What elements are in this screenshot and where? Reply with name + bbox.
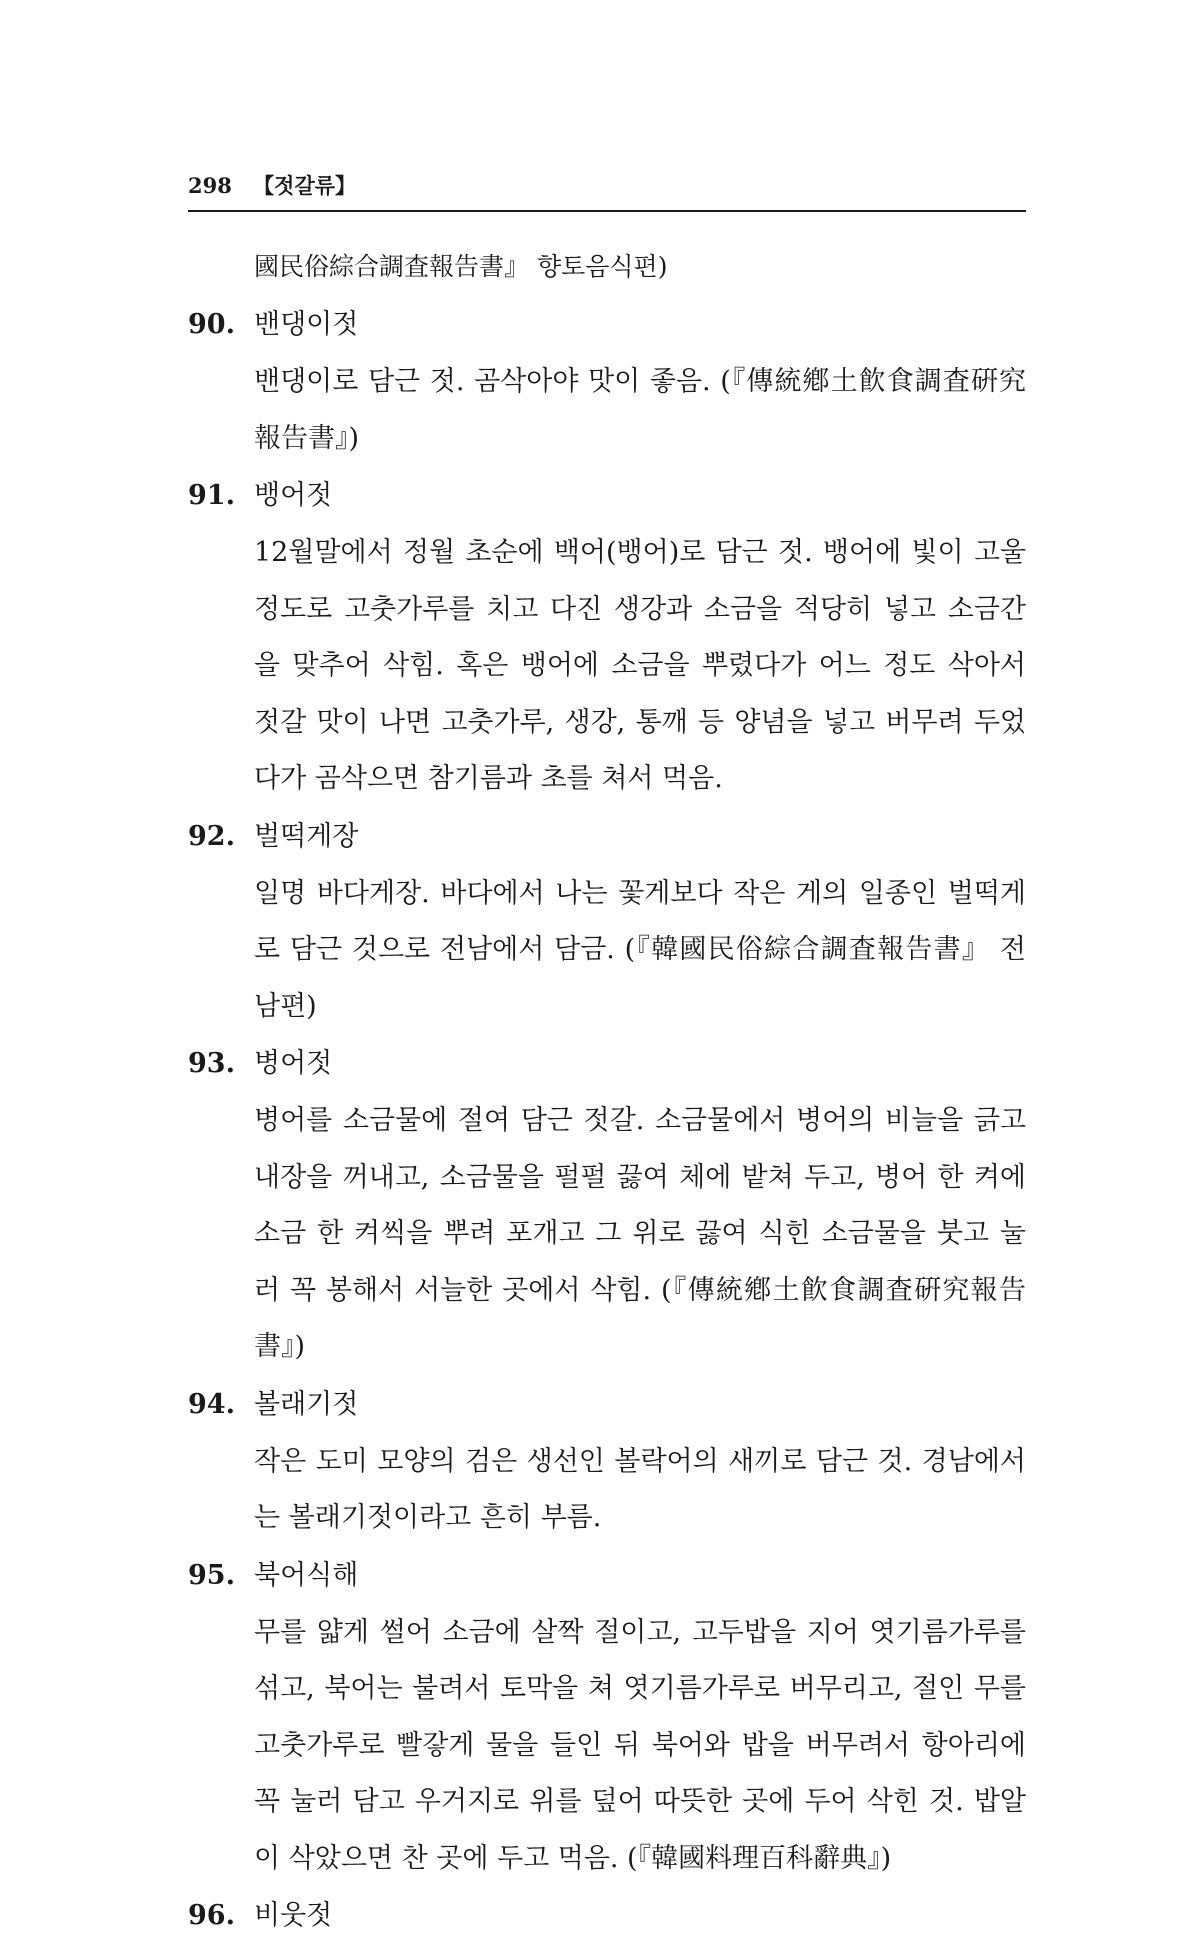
page-header bbox=[188, 170, 1026, 212]
entry-92 bbox=[188, 808, 1026, 1036]
entry-title: 비웃젓 bbox=[254, 1900, 333, 1931]
entry-number: 90. bbox=[188, 309, 235, 340]
entry-96 bbox=[188, 1887, 1026, 1945]
entry-91 bbox=[188, 467, 1026, 808]
entry-body: 12월말에서 정월 초순에 백어(뱅어)로 담근 젓. 뱅어에 빛이 고울 정도로 고춧가루를 치고 다진 생강과 소금을 적당히 넣고 소금간을 맞추어 삭힘. 혹은 뱅어에 소금을 뿌렸다가 어느 정도 삭아서 젓갈 맛이 나면 고춧가루, 생강, 통깨 등 양념을 넣고 버무려 두었다가 곰삭으면 참기름과 초를 쳐서 먹음. bbox=[254, 537, 1026, 794]
page-content bbox=[188, 238, 1026, 1945]
entry-number: 91. bbox=[188, 480, 235, 511]
entry-number: 95. bbox=[188, 1559, 235, 1591]
entry-title: 뱅어젓 bbox=[254, 480, 333, 511]
page-number: 298 bbox=[188, 173, 232, 198]
entry-title: 볼래기젓 bbox=[254, 1388, 359, 1420]
entry-number: 94. bbox=[188, 1388, 235, 1420]
section-title: 【젓갈류】 bbox=[253, 173, 357, 198]
entry-95 bbox=[188, 1547, 1026, 1888]
entry-body: 병어를 소금물에 절여 담근 젓갈. 소금물에서 병어의 비늘을 긁고 내장을 꺼내고, 소금물을 펄펄 끓여 체에 밭쳐 두고, 병어 한 켜에 소금 한 켜씩을 뿌려 포개고 그 위로 끓여 식힌 소금물을 붓고 눌러 꼭 봉해서 서늘한 곳에서 삭힘. (『傳統鄕土飮食調査硏究報告書』) bbox=[254, 1105, 1026, 1362]
entry-body: 일명 바다게장. 바다에서 나는 꽃게보다 작은 게의 일종인 벌떡게로 담근 것으로 전남에서 담금. (『韓國民俗綜合調査報告書』 전남편) bbox=[254, 877, 1026, 1022]
entry-90 bbox=[188, 296, 1026, 467]
entry-title: 벌떡게장 bbox=[254, 820, 359, 852]
entry-body: 무를 얇게 썰어 소금에 살짝 절이고, 고두밥을 지어 엿기름가루를 섞고, 북어는 불려서 토막을 쳐 엿기름가루로 버무리고, 절인 무를 고춧가루로 빨갛게 물을 들인 뒤 북어와 밥을 버무려서 항아리에 꼭 눌러 담고 우거지로 위를 덮어 따뜻한 곳에 두어 삭힌 것. 밥알이 삭았으면 찬 곳에 두고 먹음. (『韓國料理百科辭典』) bbox=[254, 1616, 1026, 1874]
entry-body: 작은 도미 모양의 검은 생선인 볼락어의 새끼로 담근 것. 경남에서는 볼래기젓이라고 흔히 부름. bbox=[254, 1445, 1026, 1533]
entry-title: 병어젓 bbox=[254, 1048, 333, 1079]
entry-title: 밴댕이젓 bbox=[254, 309, 359, 340]
entry-body: 밴댕이로 담근 젓. 곰삭아야 맛이 좋음. (『傳統鄕土飮食調査硏究報告書』) bbox=[254, 366, 1026, 454]
entry-title: 북어식해 bbox=[254, 1559, 359, 1591]
entry-94 bbox=[188, 1376, 1026, 1547]
entry-number: 93. bbox=[188, 1048, 235, 1079]
continuation-text: 國民俗綜合調査報告書』 향토음식편) bbox=[254, 252, 668, 281]
entry-number: 92. bbox=[188, 820, 235, 852]
entry-number: 96. bbox=[188, 1900, 235, 1931]
entry-93 bbox=[188, 1035, 1026, 1376]
